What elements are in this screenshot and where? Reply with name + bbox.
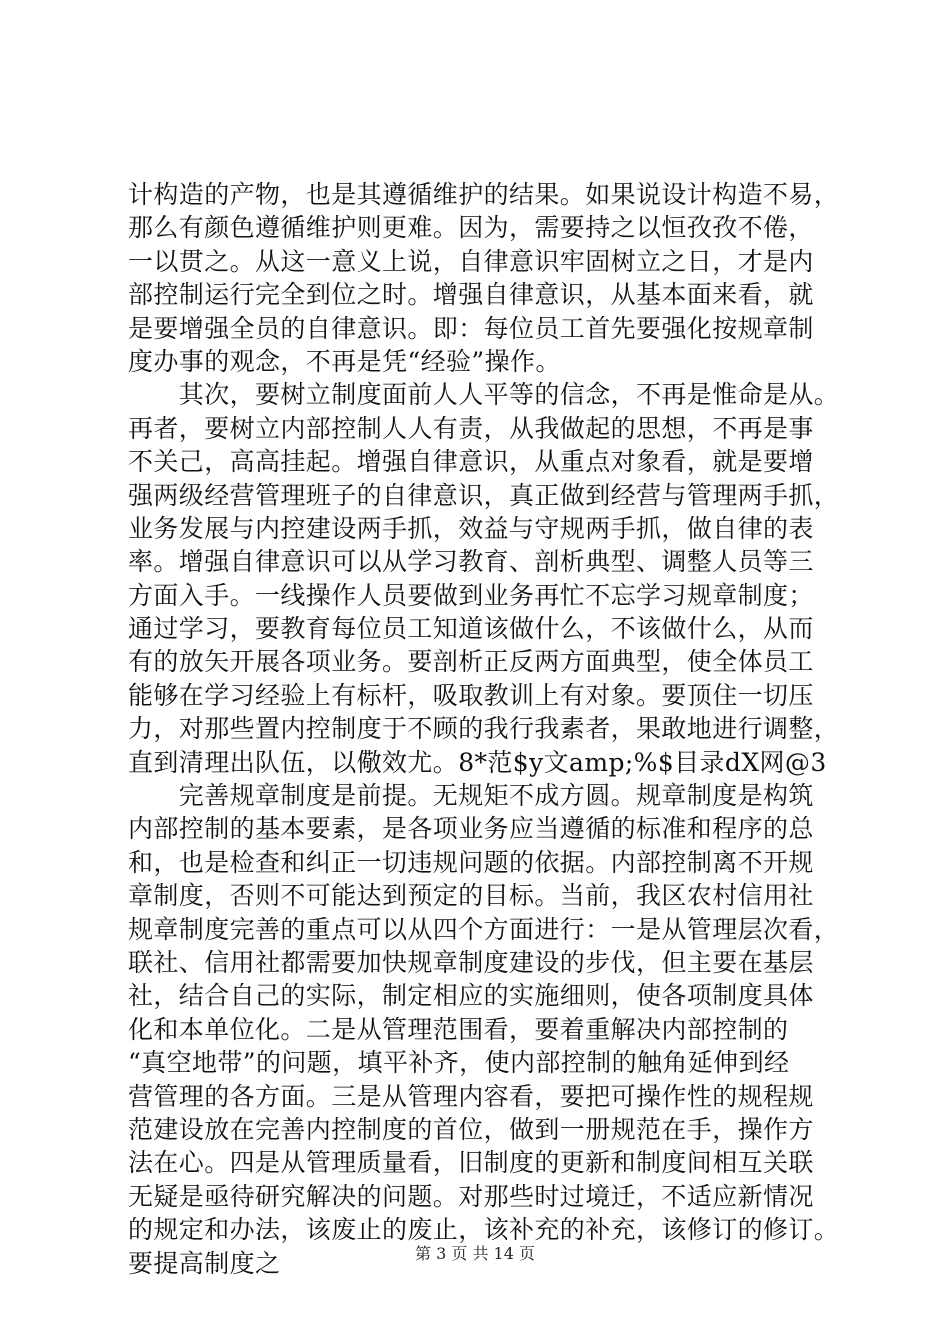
text-line: 一以贯之。从这一意义上说，自律意识牢固树立之日，才是内 <box>128 246 814 276</box>
text-line: 规章制度完善的重点可以从四个方面进行：一是从管理层次看， <box>128 914 840 944</box>
text-line: 再者，要树立内部控制人人有责，从我做起的思想，不再是事 <box>128 413 814 443</box>
text-line: 方面入手。一线操作人员要做到业务再忙不忘学习规章制度； <box>128 580 814 610</box>
text-line: 化和本单位化。二是从管理范围看，要着重解决内部控制的 <box>128 1014 789 1044</box>
text-line: 联社、信用社都需要加快规章制度建设的步伐，但主要在基层 <box>128 947 814 977</box>
text-line: 其次，要树立制度面前人人平等的信念，不再是惟命是从。 <box>128 380 840 410</box>
text-line: 营管理的各方面。三是从管理内容看，要把可操作性的规程规 <box>128 1081 814 1111</box>
text-line: 社，结合自己的实际，制定相应的实施细则，使各项制度具体 <box>128 981 814 1011</box>
text-line: 范建设放在完善内控制度的首位，做到一册规范在手，操作方 <box>128 1114 814 1144</box>
text-line: 度办事的观念，不再是凭“经验”操作。 <box>128 346 561 376</box>
text-line: 通过学习，要教育每位员工知道该做什么，不该做什么，从而 <box>128 614 814 644</box>
text-line: 和，也是检查和纠正一切违规问题的依据。内部控制离不开规 <box>128 847 814 877</box>
text-line: 直到清理出队伍，以儆效尤。8*范$y文amp;%$目录dX网@3 <box>128 747 827 777</box>
body-text <box>128 178 840 1280</box>
page-footer <box>0 1244 950 1264</box>
text-line: 的规定和办法，该废止的废止，该补充的补充，该修订的修订。 <box>128 1215 840 1245</box>
text-line: 不关己，高高挂起。增强自律意识，从重点对象看，就是要增 <box>128 447 814 477</box>
text-line: “真空地带”的问题，填平补齐，使内部控制的触角延伸到经 <box>128 1048 790 1078</box>
page-number-label: 第 3 页 共 14 页 <box>415 1244 535 1263</box>
text-line: 内部控制的基本要素，是各项业务应当遵循的标准和程序的总 <box>128 814 814 844</box>
text-line: 无疑是亟待研究解决的问题。对那些时过境迁，不适应新情况 <box>128 1181 814 1211</box>
text-line: 要提高制度之 <box>128 1248 281 1278</box>
text-line: 业务发展与内控建设两手抓，效益与守规两手抓，做自律的表 <box>128 513 814 543</box>
text-line: 率。增强自律意识可以从学习教育、剖析典型、调整人员等三 <box>128 547 814 577</box>
text-line: 那么有颜色遵循维护则更难。因为，需要持之以恒孜孜不倦， <box>128 213 814 243</box>
text-line: 有的放矢开展各项业务。要剖析正反两方面典型，使全体员工 <box>128 647 814 677</box>
text-line: 章制度，否则不可能达到预定的目标。当前，我区农村信用社 <box>128 881 814 911</box>
text-line: 能够在学习经验上有标杆，吸取教训上有对象。要顶住一切压 <box>128 680 814 710</box>
text-line: 完善规章制度是前提。无规矩不成方圆。规章制度是构筑 <box>128 781 814 811</box>
text-line: 是要增强全员的自律意识。即：每位员工首先要强化按规章制 <box>128 313 814 343</box>
text-line: 法在心。四是从管理质量看，旧制度的更新和制度间相互关联 <box>128 1148 814 1178</box>
text-line: 计构造的产物，也是其遵循维护的结果。如果说设计构造不易， <box>128 180 840 209</box>
text-line: 部控制运行完全到位之时。增强自律意识，从基本面来看，就 <box>128 280 814 310</box>
text-line: 强两级经营管理班子的自律意识，真正做到经营与管理两手抓， <box>128 480 840 510</box>
text-line: 力，对那些置内控制度于不顾的我行我素者，果敢地进行调整， <box>128 714 840 744</box>
